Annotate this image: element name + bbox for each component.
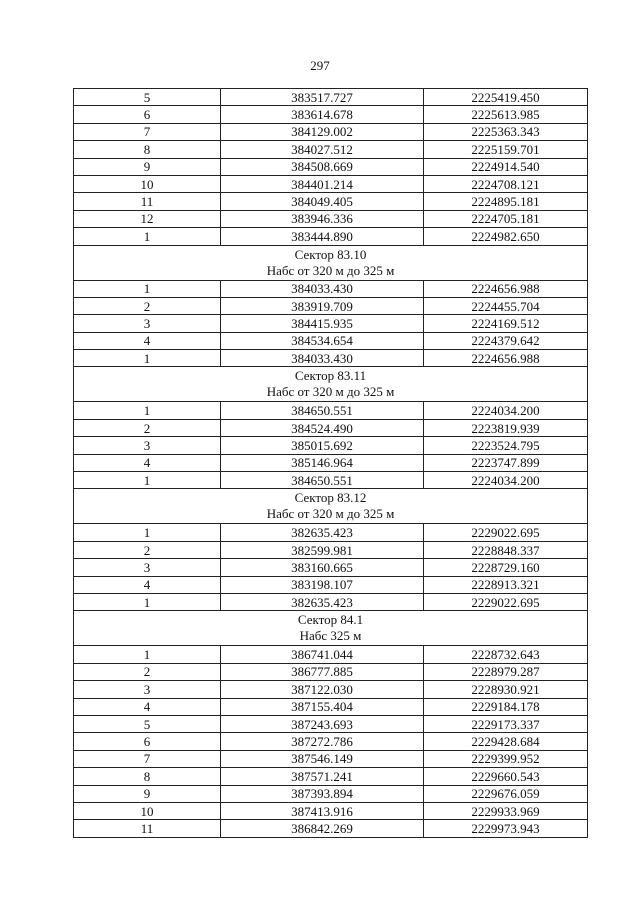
- x-coordinate-cell: 384033.430: [221, 350, 424, 367]
- table-row: [74, 820, 588, 837]
- x-coordinate-cell: 383614.678: [221, 106, 424, 123]
- point-number-cell: 10: [74, 802, 221, 819]
- point-number-cell: 12: [74, 210, 221, 227]
- x-coordinate-cell: 387393.894: [221, 785, 424, 802]
- x-coordinate-cell: 384129.002: [221, 123, 424, 140]
- x-coordinate-cell: 382635.423: [221, 593, 424, 610]
- y-coordinate-cell: 2225613.985: [424, 106, 588, 123]
- table-row: [74, 158, 588, 175]
- table-row: [74, 785, 588, 802]
- point-number-cell: 1: [74, 524, 221, 541]
- table-row: [74, 681, 588, 698]
- y-coordinate-cell: 2229184.178: [424, 698, 588, 715]
- table-row: [74, 123, 588, 140]
- point-number-cell: 1: [74, 646, 221, 663]
- sector-header-cell: [74, 489, 588, 524]
- table-row: [74, 524, 588, 541]
- x-coordinate-cell: 387571.241: [221, 768, 424, 785]
- x-coordinate-cell: 386777.885: [221, 663, 424, 680]
- table-row: [74, 419, 588, 436]
- y-coordinate-cell: 2228979.287: [424, 663, 588, 680]
- x-coordinate-cell: 384534.654: [221, 332, 424, 349]
- x-coordinate-cell: 383946.336: [221, 210, 424, 227]
- table-row: [74, 193, 588, 210]
- point-number-cell: 7: [74, 123, 221, 140]
- point-number-cell: 6: [74, 106, 221, 123]
- table-row: [74, 175, 588, 192]
- x-coordinate-cell: 386842.269: [221, 820, 424, 837]
- table-row: [74, 297, 588, 314]
- y-coordinate-cell: 2223747.899: [424, 454, 588, 471]
- y-coordinate-cell: 2224895.181: [424, 193, 588, 210]
- coordinates-table: [73, 88, 588, 838]
- point-number-cell: 2: [74, 419, 221, 436]
- point-number-cell: 2: [74, 541, 221, 558]
- x-coordinate-cell: 383517.727: [221, 89, 424, 106]
- table-row: [74, 646, 588, 663]
- table-row: [74, 768, 588, 785]
- table-row: [74, 210, 588, 227]
- x-coordinate-cell: 384650.551: [221, 472, 424, 489]
- point-number-cell: 5: [74, 89, 221, 106]
- point-number-cell: 8: [74, 768, 221, 785]
- y-coordinate-cell: 2225159.701: [424, 141, 588, 158]
- sector-title: Сектор 84.1: [297, 612, 364, 628]
- y-coordinate-cell: 2228732.643: [424, 646, 588, 663]
- y-coordinate-cell: 2228848.337: [424, 541, 588, 558]
- x-coordinate-cell: 387272.786: [221, 733, 424, 750]
- y-coordinate-cell: 2229173.337: [424, 715, 588, 732]
- table-row: [74, 750, 588, 767]
- point-number-cell: 7: [74, 750, 221, 767]
- x-coordinate-cell: 384524.490: [221, 419, 424, 436]
- point-number-cell: 6: [74, 733, 221, 750]
- point-number-cell: 3: [74, 315, 221, 332]
- x-coordinate-cell: 383444.890: [221, 228, 424, 245]
- sector-header-cell: [74, 611, 588, 646]
- table-row: [74, 733, 588, 750]
- x-coordinate-cell: 383198.107: [221, 576, 424, 593]
- x-coordinate-cell: 384508.669: [221, 158, 424, 175]
- point-number-cell: 4: [74, 698, 221, 715]
- y-coordinate-cell: 2225363.343: [424, 123, 588, 140]
- y-coordinate-cell: 2229933.969: [424, 802, 588, 819]
- point-number-cell: 1: [74, 228, 221, 245]
- y-coordinate-cell: 2225419.450: [424, 89, 588, 106]
- x-coordinate-cell: 384033.430: [221, 280, 424, 297]
- point-number-cell: 3: [74, 437, 221, 454]
- y-coordinate-cell: 2224169.512: [424, 315, 588, 332]
- point-number-cell: 3: [74, 559, 221, 576]
- point-number-cell: 10: [74, 175, 221, 192]
- table-row: [74, 715, 588, 732]
- sector-height-range: Набс от 320 м до 325 м: [266, 384, 395, 400]
- sector-title: Сектор 83.12: [294, 490, 367, 506]
- y-coordinate-cell: 2229660.543: [424, 768, 588, 785]
- point-number-cell: 1: [74, 402, 221, 419]
- y-coordinate-cell: 2224708.121: [424, 175, 588, 192]
- table-row: [74, 402, 588, 419]
- sector-header-row: [74, 489, 588, 524]
- x-coordinate-cell: 383919.709: [221, 297, 424, 314]
- y-coordinate-cell: 2228930.921: [424, 681, 588, 698]
- table-row: [74, 472, 588, 489]
- table-row: [74, 437, 588, 454]
- sector-title: Сектор 83.10: [294, 246, 367, 262]
- y-coordinate-cell: 2229428.684: [424, 733, 588, 750]
- y-coordinate-cell: 2224034.200: [424, 402, 588, 419]
- point-number-cell: 3: [74, 681, 221, 698]
- table-row: [74, 559, 588, 576]
- y-coordinate-cell: 2228729.160: [424, 559, 588, 576]
- x-coordinate-cell: 385146.964: [221, 454, 424, 471]
- y-coordinate-cell: 2223524.795: [424, 437, 588, 454]
- table-row: [74, 454, 588, 471]
- point-number-cell: 4: [74, 332, 221, 349]
- table-row: [74, 593, 588, 610]
- sector-height-range: Набс от 320 м до 325 м: [266, 262, 395, 278]
- table-row: [74, 802, 588, 819]
- y-coordinate-cell: 2229676.059: [424, 785, 588, 802]
- y-coordinate-cell: 2224379.642: [424, 332, 588, 349]
- y-coordinate-cell: 2229973.943: [424, 820, 588, 837]
- sector-header-row: [74, 367, 588, 402]
- x-coordinate-cell: 384401.214: [221, 175, 424, 192]
- x-coordinate-cell: 382635.423: [221, 524, 424, 541]
- y-coordinate-cell: 2229399.952: [424, 750, 588, 767]
- sector-header-row: [74, 611, 588, 646]
- table-row: [74, 141, 588, 158]
- table-row: [74, 315, 588, 332]
- table-row: [74, 663, 588, 680]
- point-number-cell: 1: [74, 472, 221, 489]
- x-coordinate-cell: 384049.405: [221, 193, 424, 210]
- table-row: [74, 280, 588, 297]
- coordinates-table-body: [74, 89, 588, 838]
- point-number-cell: 11: [74, 820, 221, 837]
- y-coordinate-cell: 2229022.695: [424, 524, 588, 541]
- x-coordinate-cell: 383160.665: [221, 559, 424, 576]
- table-row: [74, 332, 588, 349]
- point-number-cell: 2: [74, 297, 221, 314]
- y-coordinate-cell: 2223819.939: [424, 419, 588, 436]
- y-coordinate-cell: 2224982.650: [424, 228, 588, 245]
- x-coordinate-cell: 387155.404: [221, 698, 424, 715]
- point-number-cell: 1: [74, 593, 221, 610]
- x-coordinate-cell: 385015.692: [221, 437, 424, 454]
- y-coordinate-cell: 2228913.321: [424, 576, 588, 593]
- table-row: [74, 541, 588, 558]
- x-coordinate-cell: 387122.030: [221, 681, 424, 698]
- y-coordinate-cell: 2224705.181: [424, 210, 588, 227]
- table-row: [74, 106, 588, 123]
- x-coordinate-cell: 382599.981: [221, 541, 424, 558]
- table-row: [74, 576, 588, 593]
- x-coordinate-cell: 387243.693: [221, 715, 424, 732]
- point-number-cell: 9: [74, 785, 221, 802]
- y-coordinate-cell: 2224656.988: [424, 280, 588, 297]
- sector-header-cell: [74, 245, 588, 280]
- sector-header-row: [74, 245, 588, 280]
- y-coordinate-cell: 2224656.988: [424, 350, 588, 367]
- point-number-cell: 9: [74, 158, 221, 175]
- page-number: 297: [310, 58, 330, 73]
- point-number-cell: 1: [74, 350, 221, 367]
- x-coordinate-cell: 386741.044: [221, 646, 424, 663]
- sector-header-cell: [74, 367, 588, 402]
- point-number-cell: 5: [74, 715, 221, 732]
- point-number-cell: 1: [74, 280, 221, 297]
- y-coordinate-cell: 2229022.695: [424, 593, 588, 610]
- point-number-cell: 11: [74, 193, 221, 210]
- x-coordinate-cell: 387546.149: [221, 750, 424, 767]
- x-coordinate-cell: 387413.916: [221, 802, 424, 819]
- sector-height-range: Набс 325 м: [299, 628, 362, 644]
- table-row: [74, 89, 588, 106]
- table-row: [74, 228, 588, 245]
- x-coordinate-cell: 384650.551: [221, 402, 424, 419]
- y-coordinate-cell: 2224034.200: [424, 472, 588, 489]
- x-coordinate-cell: 384027.512: [221, 141, 424, 158]
- y-coordinate-cell: 2224455.704: [424, 297, 588, 314]
- sector-height-range: Набс от 320 м до 325 м: [266, 506, 395, 522]
- point-number-cell: 2: [74, 663, 221, 680]
- point-number-cell: 8: [74, 141, 221, 158]
- point-number-cell: 4: [74, 576, 221, 593]
- y-coordinate-cell: 2224914.540: [424, 158, 588, 175]
- table-row: [74, 350, 588, 367]
- point-number-cell: 4: [74, 454, 221, 471]
- table-row: [74, 698, 588, 715]
- sector-title: Сектор 83.11: [294, 368, 367, 384]
- x-coordinate-cell: 384415.935: [221, 315, 424, 332]
